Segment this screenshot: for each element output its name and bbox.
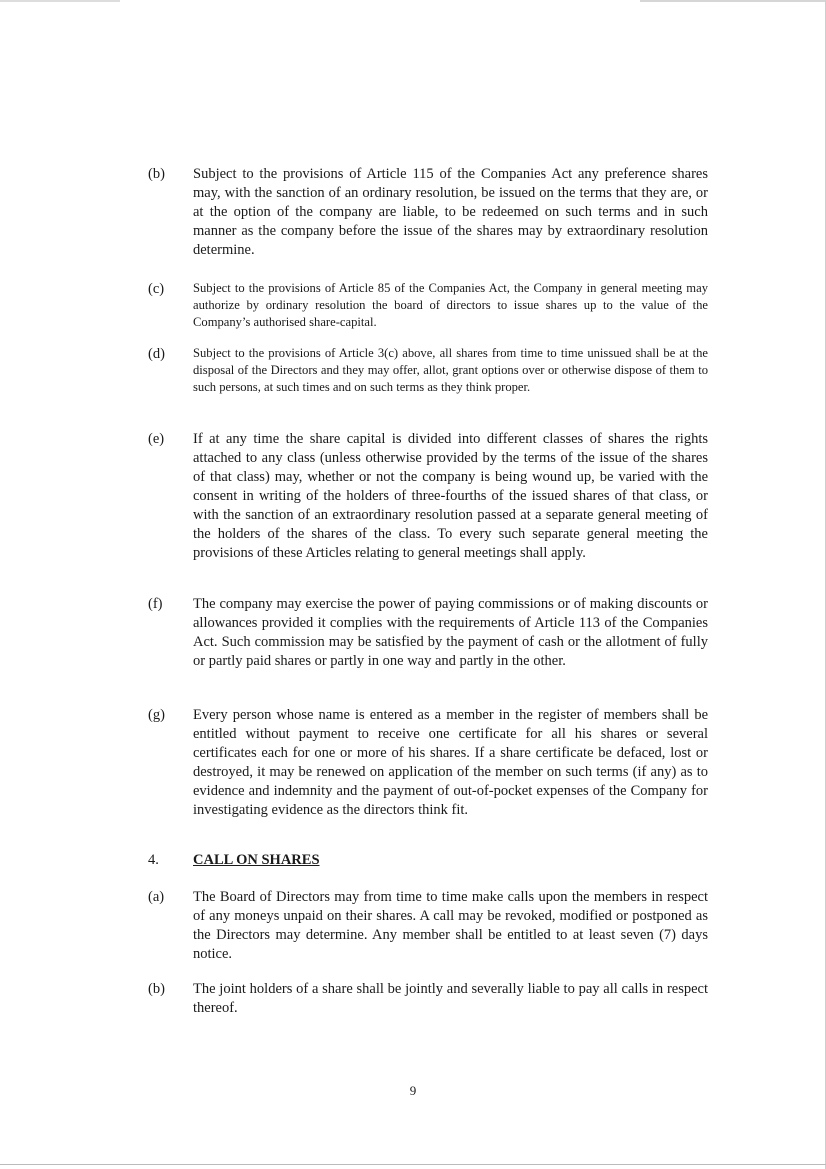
page-number: 9: [409, 1083, 417, 1098]
section-heading: CALL ON SHARES: [193, 852, 320, 868]
clause-label: (a): [148, 889, 165, 905]
section-clause-b: [148, 980, 708, 1018]
clause-c: [148, 280, 708, 331]
clause-text: The joint holders of a share shall be jointly and severally liable to pay all calls in respect thereof.: [193, 981, 708, 1016]
clause-e: [148, 430, 708, 563]
scan-edge-bottom: [0, 1164, 826, 1165]
section-clause-a: [148, 888, 708, 964]
scan-edge-top: [0, 0, 826, 2]
clause-text: Every person whose name is entered as a member in the register of members shall be entitled without payment to receive one certificate for all his shares or several certificates each for one or more of his shares. If a share certificate be defaced, lost or destroyed, it may be renewed on application of the member on such terms (if any) as to evidence and indemnity and the payment of out-of-pocket expenses of the Company for investigating evidence as the directors think fit.: [193, 707, 708, 818]
clause-label: (b): [148, 166, 165, 182]
clause-label: (f): [148, 596, 163, 612]
clause-text: Subject to the provisions of Article 115 of the Companies Act any preference shares may, with the sanction of an ordinary resolution, be issued on the terms that they are, or at the option of the company are liable, to be redeemed on such terms and in such manner as the company before the issue of the shares may by extraordinary resolution determine.: [193, 166, 708, 258]
section-number: 4.: [148, 852, 159, 868]
clause-f: [148, 595, 708, 671]
clause-d: [148, 345, 708, 396]
clause-label: (g): [148, 707, 165, 723]
clause-label: (e): [148, 431, 165, 447]
clause-text: Subject to the provisions of Article 85 of the Companies Act, the Company in general meeting may authorize by ordinary resolution the board of directors to issue shares up to the value of the Company’s authorised share-capital.: [193, 281, 708, 329]
clause-text: The company may exercise the power of paying commissions or of making discounts or allowances provided it complies with the requirements of Article 113 of the Companies Act. Such commission may be satisfied by the payment of cash or the allotment of fully or partly paid shares or partly in one way and partly in the other.: [193, 596, 708, 669]
clause-text: Subject to the provisions of Article 3(c) above, all shares from time to time unissued shall be at the disposal of the Directors and they may offer, allot, grant options over or otherwise dispose of them to such persons, at such times and on such terms as they think proper.: [193, 346, 708, 394]
clause-g: [148, 706, 708, 820]
clause-text: The Board of Directors may from time to time make calls upon the members in respect of any moneys unpaid on their shares. A call may be revoked, modified or postponed as the Directors may determine. Any member shall be entitled to at least seven (7) days notice.: [193, 889, 708, 962]
clause-text: If at any time the share capital is divided into different classes of shares the rights attached to any class (unless otherwise provided by the terms of the issue of the shares of that class) may, whether or not the company is being wound up, be varied with the consent in writing of the holders of three-fourths of the issued shares of that class, or with the sanction of an extraordinary resolution passed at a separate general meeting of the holders of the shares of the class. To every such separate general meeting the provisions of these Articles relating to general meetings shall apply.: [193, 431, 708, 561]
clause-label: (b): [148, 981, 165, 997]
clause-label: (c): [148, 281, 165, 297]
clause-label: (d): [148, 346, 165, 362]
clause-b: [148, 165, 708, 260]
